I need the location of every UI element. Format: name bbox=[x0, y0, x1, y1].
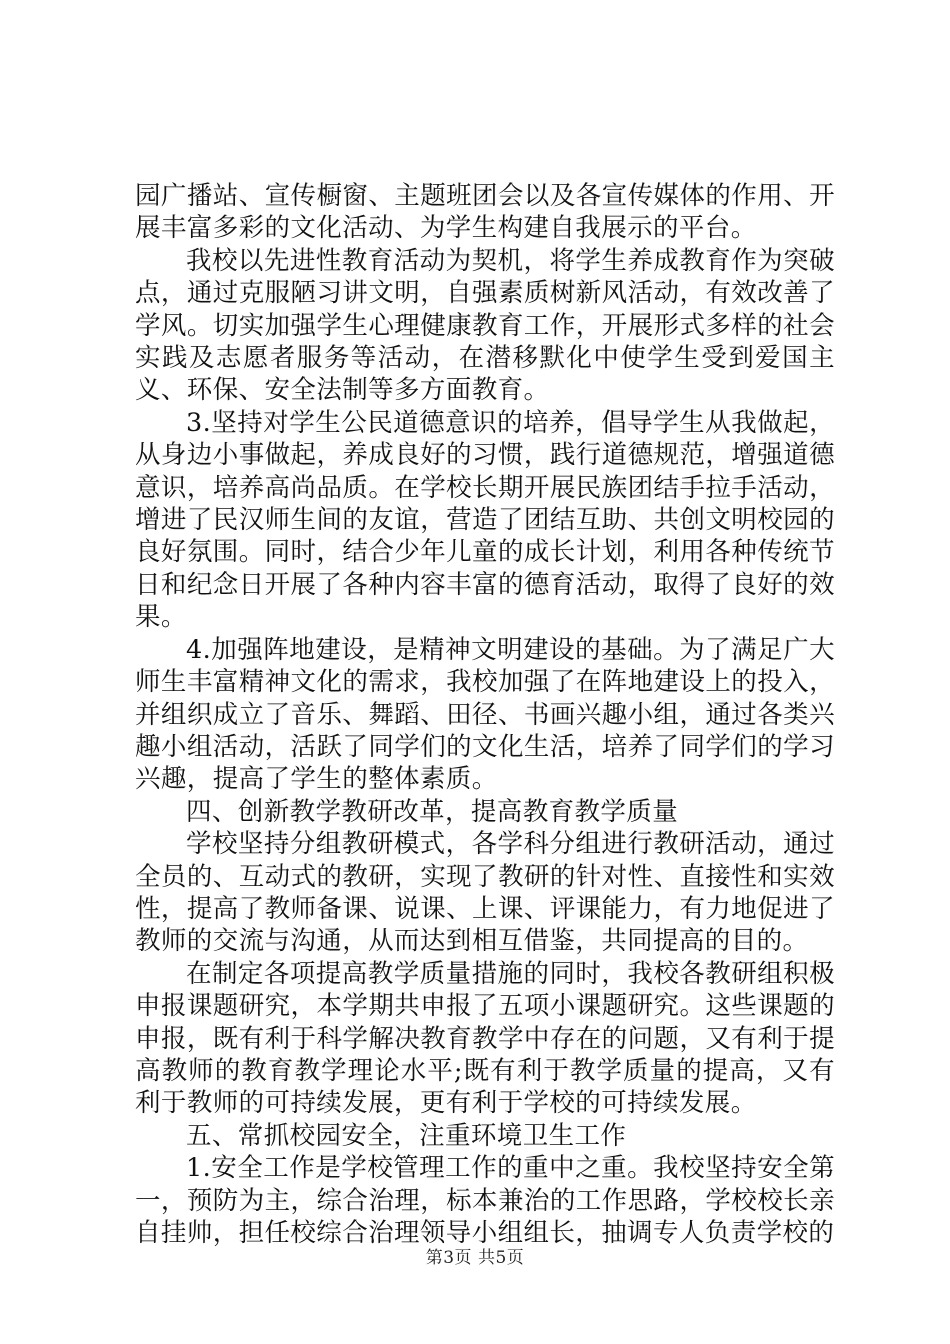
section-heading-teaching-reform: 四、创新教学教研改革，提高教育教学质量 bbox=[186, 796, 679, 827]
section-heading-campus-safety: 五、常抓校园安全，注重环境卫生工作 bbox=[186, 1120, 627, 1151]
page-number-footer: 第3页 共5页 bbox=[425, 1248, 525, 1268]
document-body bbox=[135, 180, 835, 1249]
paragraph-item-4-facility-building: 4.加强阵地建设，是精神文明建设的基础。为了满足广大师生丰富精神文化的需求，我校加强了在阵地建设上的投入，并组织成立了音乐、舞蹈、田径、书画兴趣小组，通过各类兴趣小组活动，活跃了同学们的文化生活，培养了同学们的学习兴趣，提高了学生的整体素质。 bbox=[135, 634, 835, 795]
paragraph-study-style: 我校以先进性教育活动为契机，将学生养成教育作为突破点，通过克服陋习讲文明，自强素质树新风活动，有效改善了学风。切实加强学生心理健康教育工作，开展形式多样的社会实践及志愿者服务等活动，在潜移默化中使学生受到爱国主义、环保、安全法制等多方面教育。 bbox=[135, 245, 835, 406]
paragraph-group-research: 学校坚持分组教研模式，各学科分组进行教研活动，通过全员的、互动式的教研，实现了教研的针对性、直接性和实效性，提高了教师备课、说课、上课、评课能力，有力地促进了教师的交流与沟通，从而达到相互借鉴，共同提高的目的。 bbox=[135, 829, 835, 957]
paragraph-continuation: 园广播站、宣传橱窗、主题班团会以及各宣传媒体的作用、开展丰富多彩的文化活动、为学生构建自我展示的平台。 bbox=[135, 181, 835, 244]
paragraph-research-projects: 在制定各项提高教学质量措施的同时，我校各教研组积极申报课题研究，本学期共申报了五项小课题研究。这些课题的申报，既有利于科学解决教育教学中存在的问题，又有利于提高教师的教育教学理论水平;既有利于教学质量的提高，又有利于教师的可持续发展，更有利于学校的可持续发展。 bbox=[135, 958, 835, 1119]
paragraph-item-1-safety-work: 1.安全工作是学校管理工作的重中之重。我校坚持安全第一，预防为主，综合治理，标本兼治的工作思路，学校校长亲自挂帅，担任校综合治理领导小组组长，抽调专人负责学校的 bbox=[135, 1153, 835, 1248]
paragraph-item-3-moral-awareness: 3.坚持对学生公民道德意识的培养，倡导学生从我做起，从身边小事做起，养成良好的习惯，践行道德规范，增强道德意识，培养高尚品质。在学校长期开展民族团结手拉手活动，增进了民汉师生间的友谊，营造了团结互助、共创文明校园的良好氛围。同时，结合少年儿童的成长计划，利用各种传统节日和纪念日开展了各种内容丰富的德育活动，取得了良好的效果。 bbox=[135, 407, 835, 633]
